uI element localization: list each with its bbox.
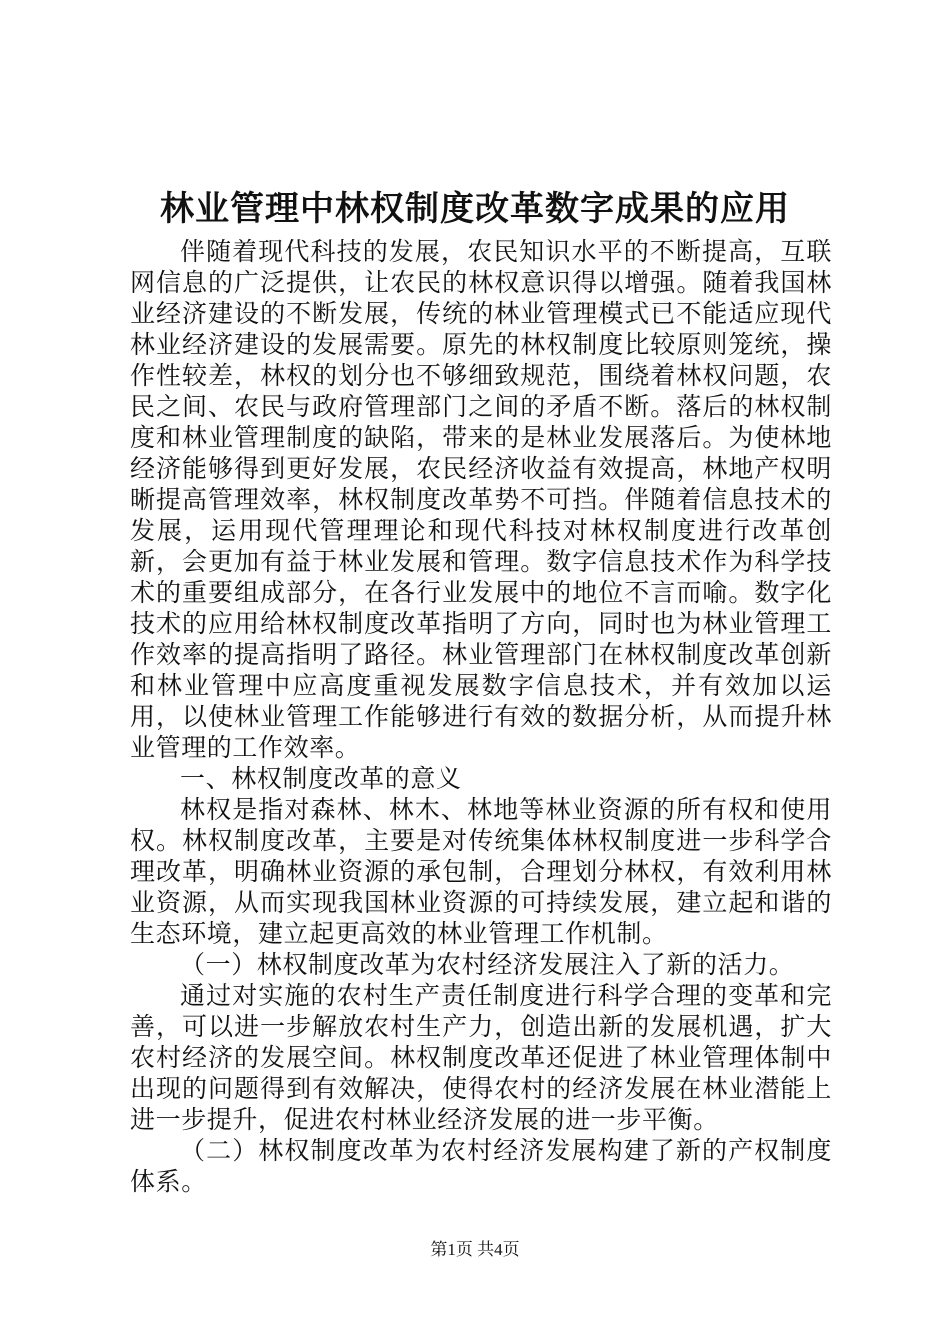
subsection-heading: （二）林权制度改革为农村经济发展构建了新的产权制度体系。 xyxy=(130,1136,832,1196)
document-body xyxy=(130,236,832,1197)
intro-paragraph: 伴随着现代科技的发展，农民知识水平的不断提高，互联网信息的广泛提供，让农民的林权意识得以增强。随着我国林业经济建设的不断发展，传统的林业管理模式已不能适应现代林业经济建设的发展需要。原先的林权制度比较原则笼统，操作性较差，林权的划分也不够细致规范，围绕着林权问题，农民之间、农民与政府管理部门之间的矛盾不断。落后的林权制度和林业管理制度的缺陷，带来的是林业发展落后。为使林地经济能够得到更好发展，农民经济收益有效提高，林地产权明晰提高管理效率，林权制度改革势不可挡。伴随着信息技术的发展，运用现代管理理论和现代科技对林权制度进行改革创新，会更加有益于林业发展和管理。数字信息技术作为科学技术的重要组成部分，在各行业发展中的地位不言而喻。数字化技术的应用给林权制度改革指明了方向，同时也为林业管理工作效率的提高指明了路径。林业管理部门在林权制度改革创新和林业管理中应高度重视发展数字信息技术，并有效加以运用，以使林业管理工作能够进行有效的数据分析，从而提升林业管理的工作效率。 xyxy=(130,237,832,762)
page-footer: 第1页 共4页 xyxy=(430,1240,520,1259)
document-title: 林业管理中林权制度改革数字成果的应用 xyxy=(160,189,790,229)
section-paragraph: 林权是指对森林、林木、林地等林业资源的所有权和使用权。林权制度改革，主要是对传统集体林权制度进一步科学合理改革，明确林业资源的承包制，合理划分林权，有效利用林业资源，从而实现我国林业资源的可持续发展，建立起和谐的生态环境，建立起更高效的林业管理工作机制。 xyxy=(130,795,832,948)
subsection-heading: （一）林权制度改革为农村经济发展注入了新的活力。 xyxy=(180,950,795,979)
section-heading: 一、林权制度改革的意义 xyxy=(180,764,462,793)
subsection-paragraph: 通过对实施的农村生产责任制度进行科学合理的变革和完善，可以进一步解放农村生产力，创造出新的发展机遇，扩大农村经济的发展空间。林权制度改革还促进了林业管理体制中出现的问题得到有效解决，使得农村的经济发展在林业潜能上进一步提升，促进农村林业经济发展的进一步平衡。 xyxy=(130,981,832,1134)
